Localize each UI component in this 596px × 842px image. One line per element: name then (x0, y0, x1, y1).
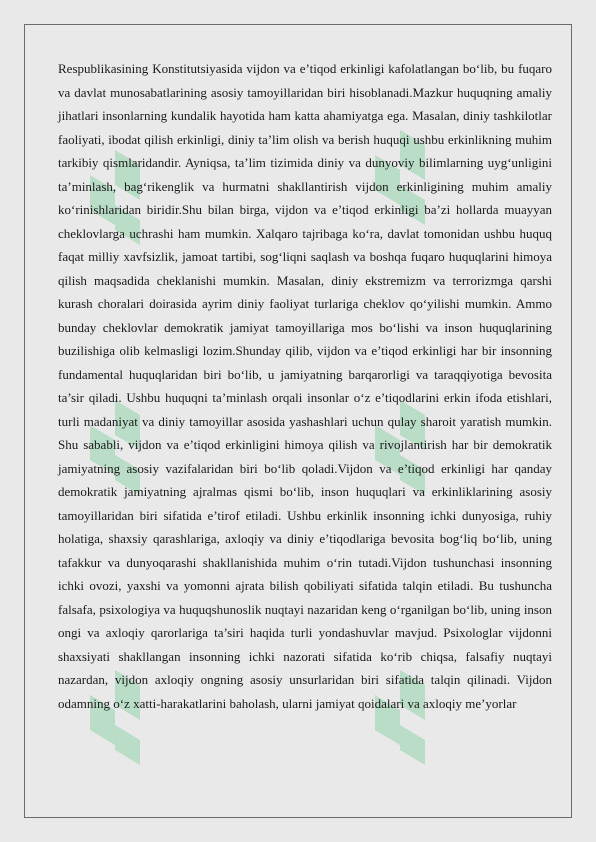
body-paragraph: Respublikasining Konstitutsiyasida vijdon va e’tiqod erkinligi kafolatlangan bo‘lib, bu fuqaro va davlat munosabatlarining asosiy tamoyillaridan biri hisoblanadi.Mazkur huquqning amaliy jihatlari insonlarning kundalik hayotida ham katta ahamiyatga ega. Masalan, diniy tashkilotlar faoliyati, ibodat qilish erkinligi, diniy ta’lim olish va berish huquqi ushbu erkinlikning muhim tarkibiy qismlaridandir. Ayniqsa, ta’lim tizimida diniy va dunyoviy bilimlarning uyg‘unligini ta’minlash, bag‘rikenglik va hurmatni shakllantirish vijdon erkinligining muhim amaliy ko‘rinishlaridan biridir.Shu bilan birga, vijdon va e’tiqod erkinligi ba’zi hollarda muayyan cheklovlarga uchrashi ham mumkin. Xalqaro tajribaga ko‘ra, davlat tomonidan ushbu huquq faqat milliy xavfsizlik, jamoat tartibi, sog‘liqni saqlash va boshqa fuqaro huquqlarini himoya qilish maqsadida cheklanishi mumkin. Masalan, diniy ekstremizm va terrorizmga qarshi kurash choralari doirasida ayrim diniy faoliyat turlariga cheklov qo‘yilishi mumkin. Ammo bunday cheklovlar demokratik jamiyat tamoyillariga mos bo‘lishi va inson huquqlarining buzilishiga olib kelmasligi lozim.Shunday qilib, vijdon va e’tiqod erkinligi har bir insonning fundamental huquqlaridan biri bo‘lib, u jamiyatning barqarorligi va taraqqiyotiga bevosita ta’sir qiladi. Ushbu huquqni ta’minlash orqali insonlar o‘z e’tiqodlarini erkin ifoda etishlari, turli madaniyat va diniy tamoyillar asosida yashashlari uchun qulay sharoit yaratish mumkin. Shu sababli, vijdon va e’tiqod erkinligini himoya qilish va rivojlantirish har bir demokratik jamiyatning asosiy vazifalaridan biri bo‘lib qoladi.Vijdon va e’tiqod erkinligi har qanday demokratik jamiyatning ajralmas qismi bo‘lib, inson huquqlari va erkinliklarining asosiy tamoyillaridan biri sifatida e’tirof etiladi. Ushbu erkinlik insonning ichki dunyosiga, ruhiy holatiga, shaxsiy qarashlariga, axloqiy va diniy e’tiqodlariga bevosita bog‘liq bo‘lib, uning tafakkur va dunyoqarashi shakllanishida muhim o‘rin tutadi.Vijdon tushunchasi insonning ichki ovozi, yaxshi va yomonni ajrata bilish qobiliyati sifatida talqin etiladi. Bu tushuncha falsafa, psixologiya va huquqshunoslik nuqtayi nazaridan keng o‘rganilgan bo‘lib, uning inson ongi va axloqiy qarorlariga ta’siri haqida turli yondashuvlar mavjud. Psixologlar vijdonni shaxsiyati shakllangan insonning ichki nazorati sifatida ko‘rib chiqsa, falsafiy nuqtayi nazardan, vijdon axloqiy ongning asosiy unsurlaridan biri sifatida talqin qilinadi. Vijdon odamning o‘z xatti-harakatlarini baholash, ularni jamiyat qoidalari va axloqiy me’yorlar (58, 61, 552, 711)
document-page (24, 24, 572, 818)
